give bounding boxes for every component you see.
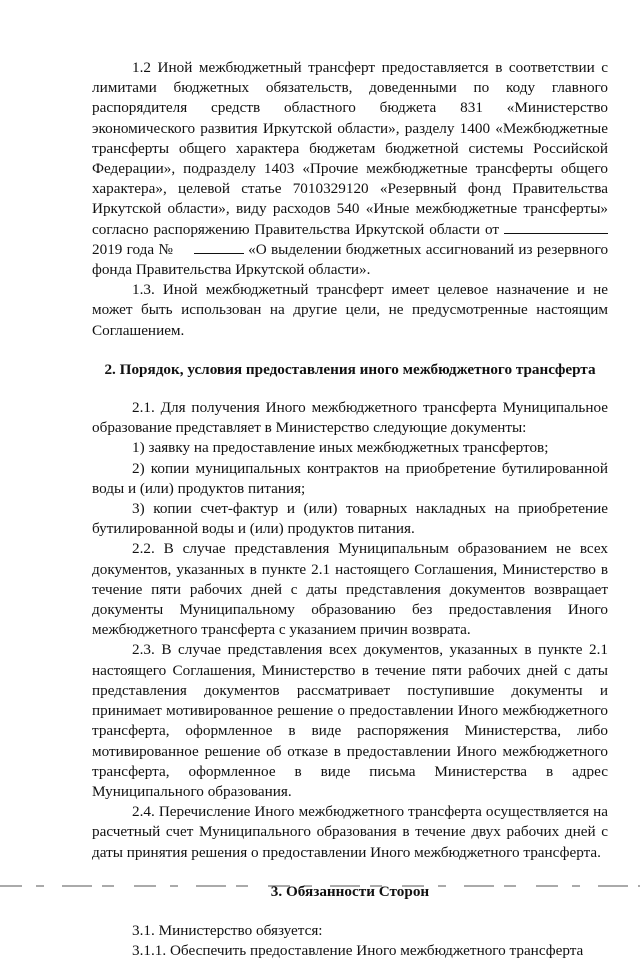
list-item: 3) копии счет-фактур и (или) товарных накладных на приобретение бутилированной воды и (или) продуктов питания.: [92, 500, 608, 538]
paragraph-1-3: 1.3. Иной межбюджетный трансферт имеет целевое назначение и не может быть использован на другие цели, не предусмотренные настоящим Соглашением.: [92, 281, 608, 339]
number-blank: [194, 253, 244, 254]
paragraph-2-3: 2.3. В случае представления всех документов, указанных в пункте 2.1 настоящего Соглашения, Министерство в течение пяти рабочих дней с даты представления документов рассматривает поступившие документы и принимает мотивированное решение о предоставлении Иного межбюджетного трансферта, оформленное в виде распоряжения Министерства, либо мотивированное решение об отказе в предоставлении Иного межбюджетного трансферта, оформленное в виде письма Министерства в адрес Муниципального образования.: [92, 641, 608, 800]
document-page: [92, 58, 608, 961]
paragraph-1-2-text: 1.2 Иной межбюджетный трансферт предоставляется в соответствии с лимитами бюджетных обязательств, доведенными по коду главного распорядителя средств областного бюджета 831 «Министерство экономического развития Иркутской области», разделу 1400 «Межбюджетные трансферты общего характера бюджетам бюджетной системы Российской Федерации», подразделу 1403 «Прочие межбюджетные трансферты общего характера», целевой статье 7010329120 «Резервный фонд Правительства Иркутской области», виду расходов 540 «Иные межбюджетные трансферты» согласно распоряжению Правительства Иркутской области от: [92, 59, 608, 238]
paragraph-3-1: 3.1. Министерство обязуется:: [132, 921, 323, 939]
paragraph-1-2-tail: «О выделении бюджетных ассигнований из резервного фонда Правительства Иркутской области».: [92, 240, 609, 279]
paragraph-2-4: 2.4. Перечисление Иного межбюджетного трансферта осуществляется на расчетный счет Муниципального образования в течение двух рабочих дней с даты принятия решения о предоставлении Иного межбюджетного трансферта.: [92, 803, 608, 861]
paragraph-2-1: 2.1. Для получения Иного межбюджетного трансферта Муниципальное образование представляет в Министерство следующие документы:: [92, 399, 608, 437]
number-sign: №: [158, 240, 174, 258]
section-3-heading: 3. Обязанности Сторон: [270, 882, 430, 900]
scan-edge-dashes: [0, 884, 640, 888]
section-2-heading: 2. Порядок, условия предоставления иного межбюджетного трансферта: [104, 360, 596, 378]
paragraph-1-2: [92, 58, 608, 280]
paragraph-2-2: 2.2. В случае представления Муниципальным образованием не всех документов, указанных в пункте 2.1 настоящего Соглашения, Министерство в течение пяти рабочих дней с даты представления документов возвращает документы Муниципальному образованию без предоставления Иного межбюджетного трансферта с указанием причин возврата.: [92, 540, 608, 639]
list-item: 1) заявку на предоставление иных межбюджетных трансфертов;: [132, 439, 549, 457]
list-item: 2) копии муниципальных контрактов на приобретение бутилированной воды и (или) продуктов питания;: [92, 459, 608, 497]
paragraph-3-1-1: 3.1.1. Обеспечить предоставление Иного межбюджетного трансферта: [132, 942, 584, 960]
date-blank: [504, 233, 608, 234]
year-text: 2019 года: [92, 240, 155, 258]
